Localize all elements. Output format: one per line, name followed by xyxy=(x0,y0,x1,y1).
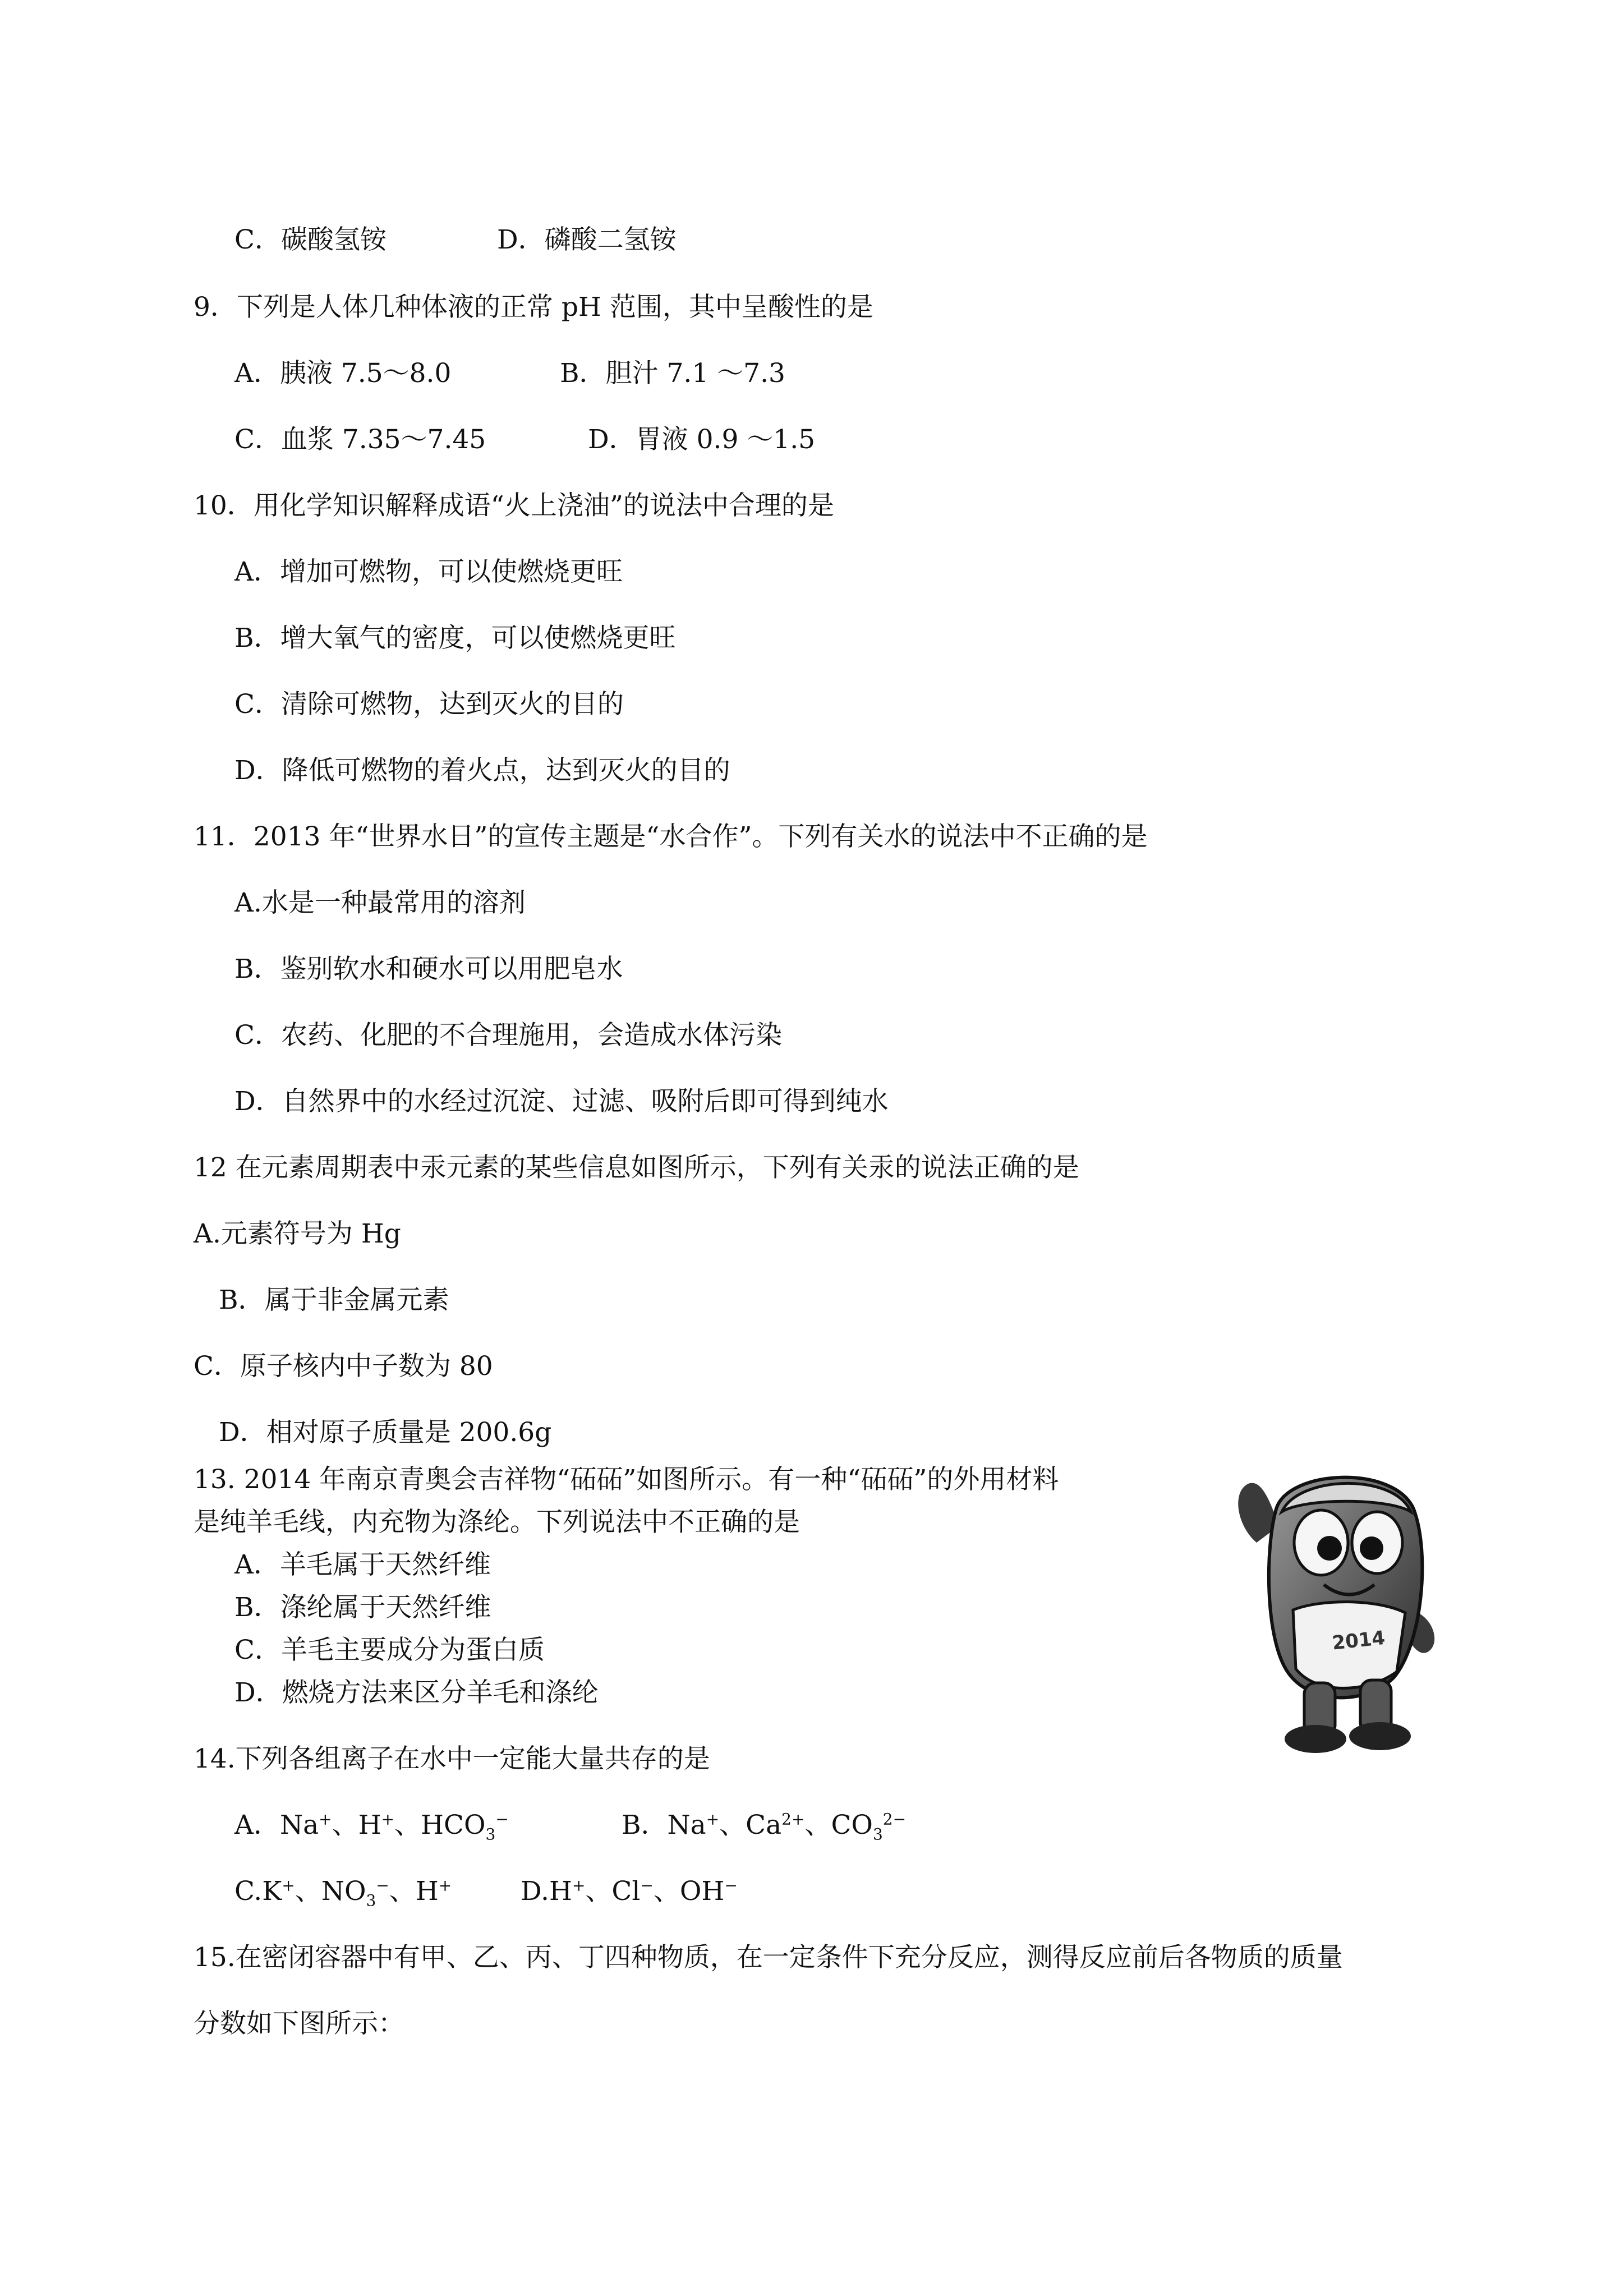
q15-stem-line2: 分数如下图所示： xyxy=(194,2008,404,2039)
q9-stem: 9．下列是人体几种体液的正常 pH 范围，其中呈酸性的是 xyxy=(194,292,873,323)
q14-option-b: B．Na+、$Ca^{2+}$、$CO_3^{2-}$ xyxy=(622,1810,907,1844)
q15-stem-line1: 15.在密闭容器中有甲、乙、丙、丁四种物质，在一定条件下充分反应，测得反应前后各物质的质量 xyxy=(194,1942,1343,1973)
q13-option-d: D．燃烧方法来区分羊毛和涤纶 xyxy=(234,1677,599,1708)
q10-option-d: D．降低可燃物的着火点，达到灭火的目的 xyxy=(234,755,730,786)
q9-option-a: A．胰液 7.5～8.0 xyxy=(234,358,452,389)
mascot-foot-left xyxy=(1285,1725,1346,1753)
q14-option-c: C.K+、$NO_3^-$、H+ xyxy=(234,1876,452,1910)
q9-option-d: D．胃液 0.9 ～1.5 xyxy=(588,424,816,455)
mascot-pupil-right xyxy=(1360,1536,1383,1560)
q12-option-a: A.元素符号为 Hg xyxy=(194,1218,401,1249)
q10-option-b: B．增大氧气的密度，可以使燃烧更旺 xyxy=(234,623,676,654)
q12-option-d: D．相对原子质量是 200.6g xyxy=(219,1417,552,1448)
mascot-pupil-left xyxy=(1317,1536,1342,1561)
q12-option-c: C．原子核内中子数为 80 xyxy=(194,1351,493,1382)
q14-stem: 14.下列各组离子在水中一定能大量共存的是 xyxy=(194,1743,710,1774)
mascot-badge-text: 2014 xyxy=(1331,1626,1387,1655)
q10-stem: 10．用化学知识解释成语“火上浇油”的说法中合理的是 xyxy=(194,490,834,521)
q14-option-d: D.H+、Cl−、OH− xyxy=(521,1876,738,1907)
q13-option-c: C．羊毛主要成分为蛋白质 xyxy=(234,1635,545,1665)
mascot-illustration xyxy=(1226,1458,1461,1761)
q13-option-a: A．羊毛属于天然纤维 xyxy=(234,1549,491,1580)
q13-option-b: B．涤纶属于天然纤维 xyxy=(234,1592,491,1623)
q13-stem-line2: 是纯羊毛线，内充物为涤纶。下列说法中不正确的是 xyxy=(194,1507,800,1538)
q12-option-b: B．属于非金属元素 xyxy=(219,1285,449,1315)
q11-option-a: A.水是一种最常用的溶剂 xyxy=(234,887,526,918)
mascot-foot-right xyxy=(1349,1722,1411,1750)
q12-stem: 12 在元素周期表中汞元素的某些信息如图所示，下列有关汞的说法正确的是 xyxy=(194,1152,1079,1183)
q14-option-a: A．Na+、H+、$HCO_3^-$ xyxy=(234,1810,509,1844)
q13-stem-line1: 13. 2014 年南京青奥会吉祥物“砳砳”如图所示。有一种“砳砳”的外用材料 xyxy=(194,1464,1059,1495)
q9-option-b: B．胆汁 7.1 ～7.3 xyxy=(560,358,785,389)
q11-option-c: C．农药、化肥的不合理施用，会造成水体污染 xyxy=(234,1020,782,1051)
q8-option-d: D．磷酸二氢铵 xyxy=(497,224,677,255)
q8-option-c: C．碳酸氢铵 xyxy=(234,224,387,255)
q9-option-c: C．血浆 7.35～7.45 xyxy=(234,424,486,455)
q10-option-c: C．清除可燃物，达到灭火的目的 xyxy=(234,689,624,720)
q11-option-d: D．自然界中的水经过沉淀、过滤、吸附后即可得到纯水 xyxy=(234,1086,889,1117)
q11-stem: 11．2013 年“世界水日”的宣传主题是“水合作”。下列有关水的说法中不正确的是 xyxy=(194,821,1148,852)
q11-option-b: B．鉴别软水和硬水可以用肥皂水 xyxy=(234,954,623,984)
q10-option-a: A．增加可燃物，可以使燃烧更旺 xyxy=(234,556,623,587)
